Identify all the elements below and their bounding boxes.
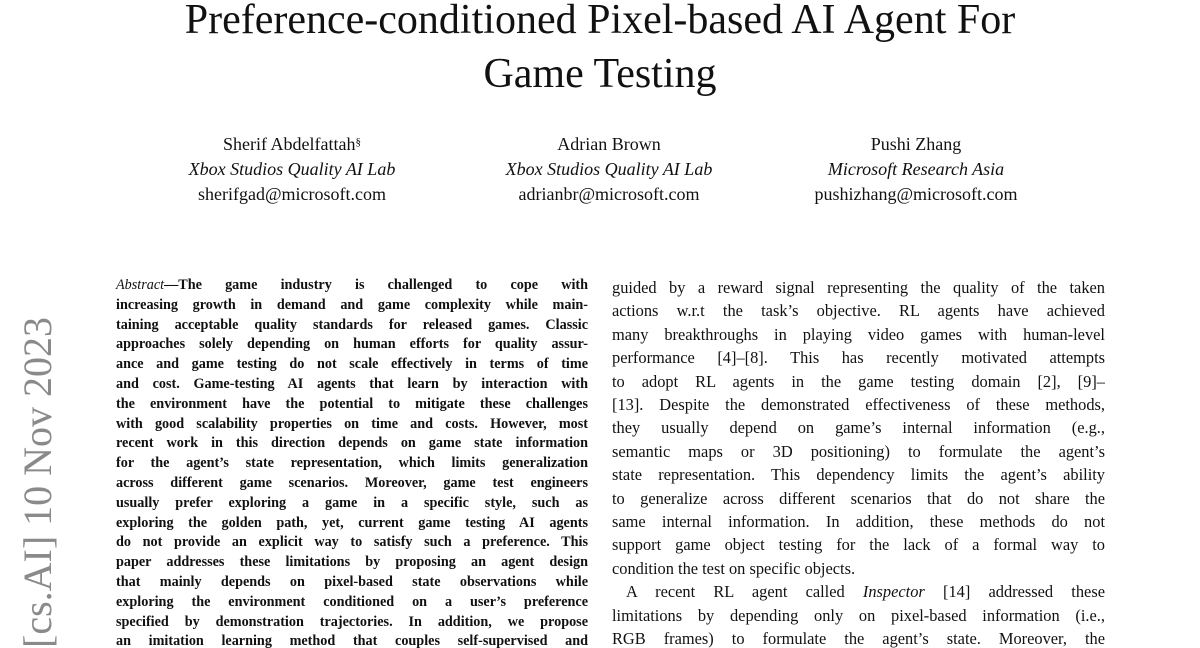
abstract-line: the environment have the potential to mitigate these challenges bbox=[116, 395, 588, 412]
body-line: state representation. This dependency limits the agent’s ability bbox=[612, 465, 1105, 485]
author-affiliation: Xbox Studios Quality AI Lab bbox=[505, 159, 713, 179]
abstract-line: recent work in this direction depends on game state information bbox=[116, 435, 588, 452]
abstract-line: specified by demonstration trajectories. In addition, we propose bbox=[116, 613, 588, 630]
paper-title-line-1: Preference-conditioned Pixel-based AI Agent For bbox=[184, 0, 1016, 43]
abstract-line: ance and game testing do not scale effectively in terms of time bbox=[116, 356, 588, 373]
body-line: limitations by depending only on pixel-based information (i.e., bbox=[612, 605, 1105, 625]
body-line: condition the test on specific objects. bbox=[612, 558, 856, 578]
body-line: support game object testing for the lack of a formal way to bbox=[612, 535, 1105, 555]
body-column bbox=[612, 276, 1105, 648]
abstract-line: for the agent’s state representation, which limits generalization bbox=[116, 455, 588, 472]
author-affiliation: Xbox Studios Quality AI Lab bbox=[188, 159, 396, 179]
body-line: to adopt RL agents in the game testing domain [2], [9]– bbox=[612, 371, 1105, 391]
author-block-3 bbox=[766, 132, 1066, 207]
body-line: A recent RL agent called Inspector [14] addressed these bbox=[626, 582, 1105, 602]
body-line: [13]. Despite the demonstrated effectiveness of these methods, bbox=[612, 395, 1105, 415]
author-block-2 bbox=[459, 132, 759, 207]
author-footnote-mark: § bbox=[355, 136, 361, 148]
abstract-line: usually prefer exploring a game in a specific style, such as bbox=[116, 494, 588, 511]
abstract-line: that mainly depends on pixel-based state observations while bbox=[116, 573, 588, 590]
abstract-line: increasing growth in demand and game complexity while main- bbox=[116, 296, 588, 313]
abstract-line: approaches solely depending on human efforts for quality assur- bbox=[116, 336, 588, 353]
agent-name: Inspector bbox=[862, 582, 925, 602]
body-line: guided by a reward signal representing the quality of the taken bbox=[612, 278, 1105, 297]
abstract-line: with good scalability properties on time and costs. However, most bbox=[116, 415, 588, 432]
body-line: performance [4]–[8]. This has recently motivated attempts bbox=[612, 348, 1105, 368]
author-name: Adrian Brown bbox=[557, 134, 661, 154]
author-email: pushizhang@microsoft.com bbox=[814, 184, 1018, 204]
author-name: Pushi Zhang bbox=[870, 134, 962, 154]
abstract-line: paper addresses these limitations by proposing an agent design bbox=[116, 554, 588, 571]
author-email: sherifgad@microsoft.com bbox=[197, 184, 387, 204]
author-name: Sherif Abdelfattah§ bbox=[223, 134, 361, 154]
abstract-line: Abstract—The game industry is challenged to cope with bbox=[116, 277, 588, 293]
abstract-line: exploring the environment conditioned on a user’s preference bbox=[116, 593, 588, 610]
abstract-label: Abstract bbox=[116, 277, 165, 293]
abstract-column bbox=[116, 276, 588, 648]
abstract-line: an imitation learning method that couples self-supervised and bbox=[116, 633, 588, 648]
author-block-1 bbox=[142, 132, 442, 207]
author-email: adrianbr@microsoft.com bbox=[518, 184, 700, 204]
body-line: many breakthroughs in playing video games with human-level bbox=[612, 324, 1105, 344]
body-line: same internal information. In addition, these methods do not bbox=[612, 512, 1105, 532]
paper-title-line-2: Game Testing bbox=[483, 51, 717, 97]
author-affiliation: Microsoft Research Asia bbox=[827, 159, 1005, 179]
body-line: RGB frames) to formulate the agent’s state. Moreover, the bbox=[612, 629, 1105, 648]
abstract-line: do not provide an explicit way to satisfy such a preference. This bbox=[116, 534, 588, 551]
body-line: actions w.r.t the task’s objective. RL agents have achieved bbox=[612, 301, 1105, 321]
arxiv-side-stamp: [cs.AI] 10 Nov 2023 bbox=[15, 316, 60, 648]
abstract-line: across different game scenarios. Moreover, game test engineers bbox=[116, 474, 588, 491]
body-line: semantic maps or 3D positioning) to formulate the agent’s bbox=[612, 441, 1105, 461]
abstract-line: and cost. Game-testing AI agents that learn by interaction with bbox=[116, 375, 588, 392]
abstract-line: taining acceptable quality standards for released games. Classic bbox=[116, 316, 588, 333]
body-line: they usually depend on game’s internal information (e.g., bbox=[612, 418, 1105, 438]
body-line: to generalize across different scenarios that do not share the bbox=[612, 488, 1105, 508]
abstract-line: exploring the golden path, yet, current game testing AI agents bbox=[116, 514, 588, 531]
